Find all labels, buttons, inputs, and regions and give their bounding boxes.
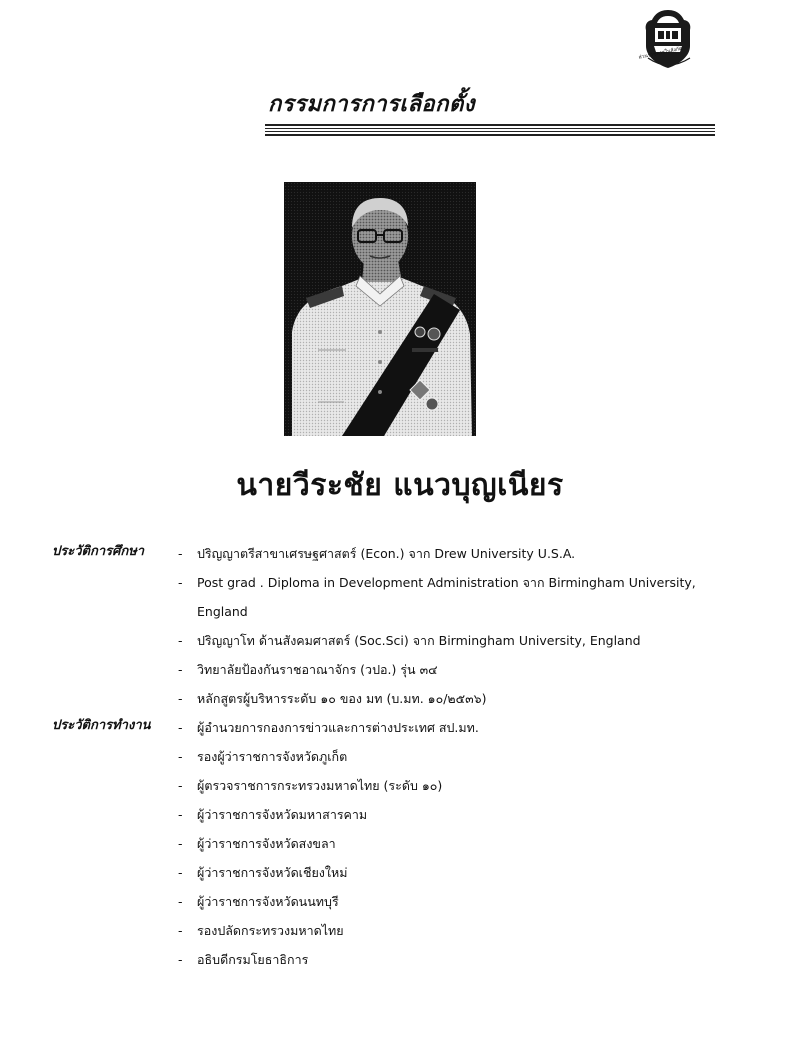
person-portrait-icon [284,182,476,436]
list-item: - ผู้ว่าราชการจังหวัดนนทบุรี [178,894,339,909]
work-section [0,713,800,974]
list-item: - ผู้ว่าราชการจังหวัดสงขลา [178,836,336,851]
emblem-icon [640,8,696,70]
list-item: - วิทยาลัยป้องกันราชอาณาจักร (วปอ.) รุ่น ๓๔ [178,662,438,677]
election-commission-logo [640,8,696,70]
list-item: - ปริญญาตรีสาขาเศรษฐศาสตร์ (Econ.) จาก Drew University U.S.A. [178,546,576,561]
section-title: กรรมการการเลือกตั้ง [268,92,475,117]
work-list [0,713,800,974]
list-item: - ผู้อำนวยการกองการข่าวและการต่างประเทศ สป.มท. [178,720,479,735]
list-item: - ผู้ตรวจราชการกระทรวงมหาดไทย (ระดับ ๑๐) [178,778,443,793]
list-item: - อธิบดีกรมโยธาธิการ [178,952,309,967]
education-section [0,539,800,713]
list-item: - ปริญญาโท ด้านสังคมศาสตร์ (Soc.Sci) จาก Birmingham University, England [178,633,641,648]
list-item: - ผู้ว่าราชการจังหวัดเชียงใหม่ [178,865,348,880]
education-heading: ประวัติการศึกษา [52,544,145,559]
portrait-photo [284,182,476,436]
work-heading: ประวัติการทำงาน [52,718,151,733]
list-item: - รองผู้ว่าราชการจังหวัดภูเก็ต [178,749,348,764]
list-item: - Post grad . Diploma in Development Administration จาก Birmingham University, England [178,575,696,619]
cv-content [0,539,800,974]
list-item: - รองปลัดกระทรวงมหาดไทย [178,923,344,938]
logo-text: ส่วนราชการในสังกัด [638,45,683,61]
education-list [0,539,800,713]
person-name: นายวีระชัย แนวบุญเนียร [236,468,564,503]
title-divider [265,124,715,134]
list-item: - ผู้ว่าราชการจังหวัดมหาสารคาม [178,807,368,822]
list-item: - หลักสูตรผู้บริหารระดับ ๑๐ ของ มท (บ.มท. ๑๐/๒๕๓๖) [178,691,487,706]
